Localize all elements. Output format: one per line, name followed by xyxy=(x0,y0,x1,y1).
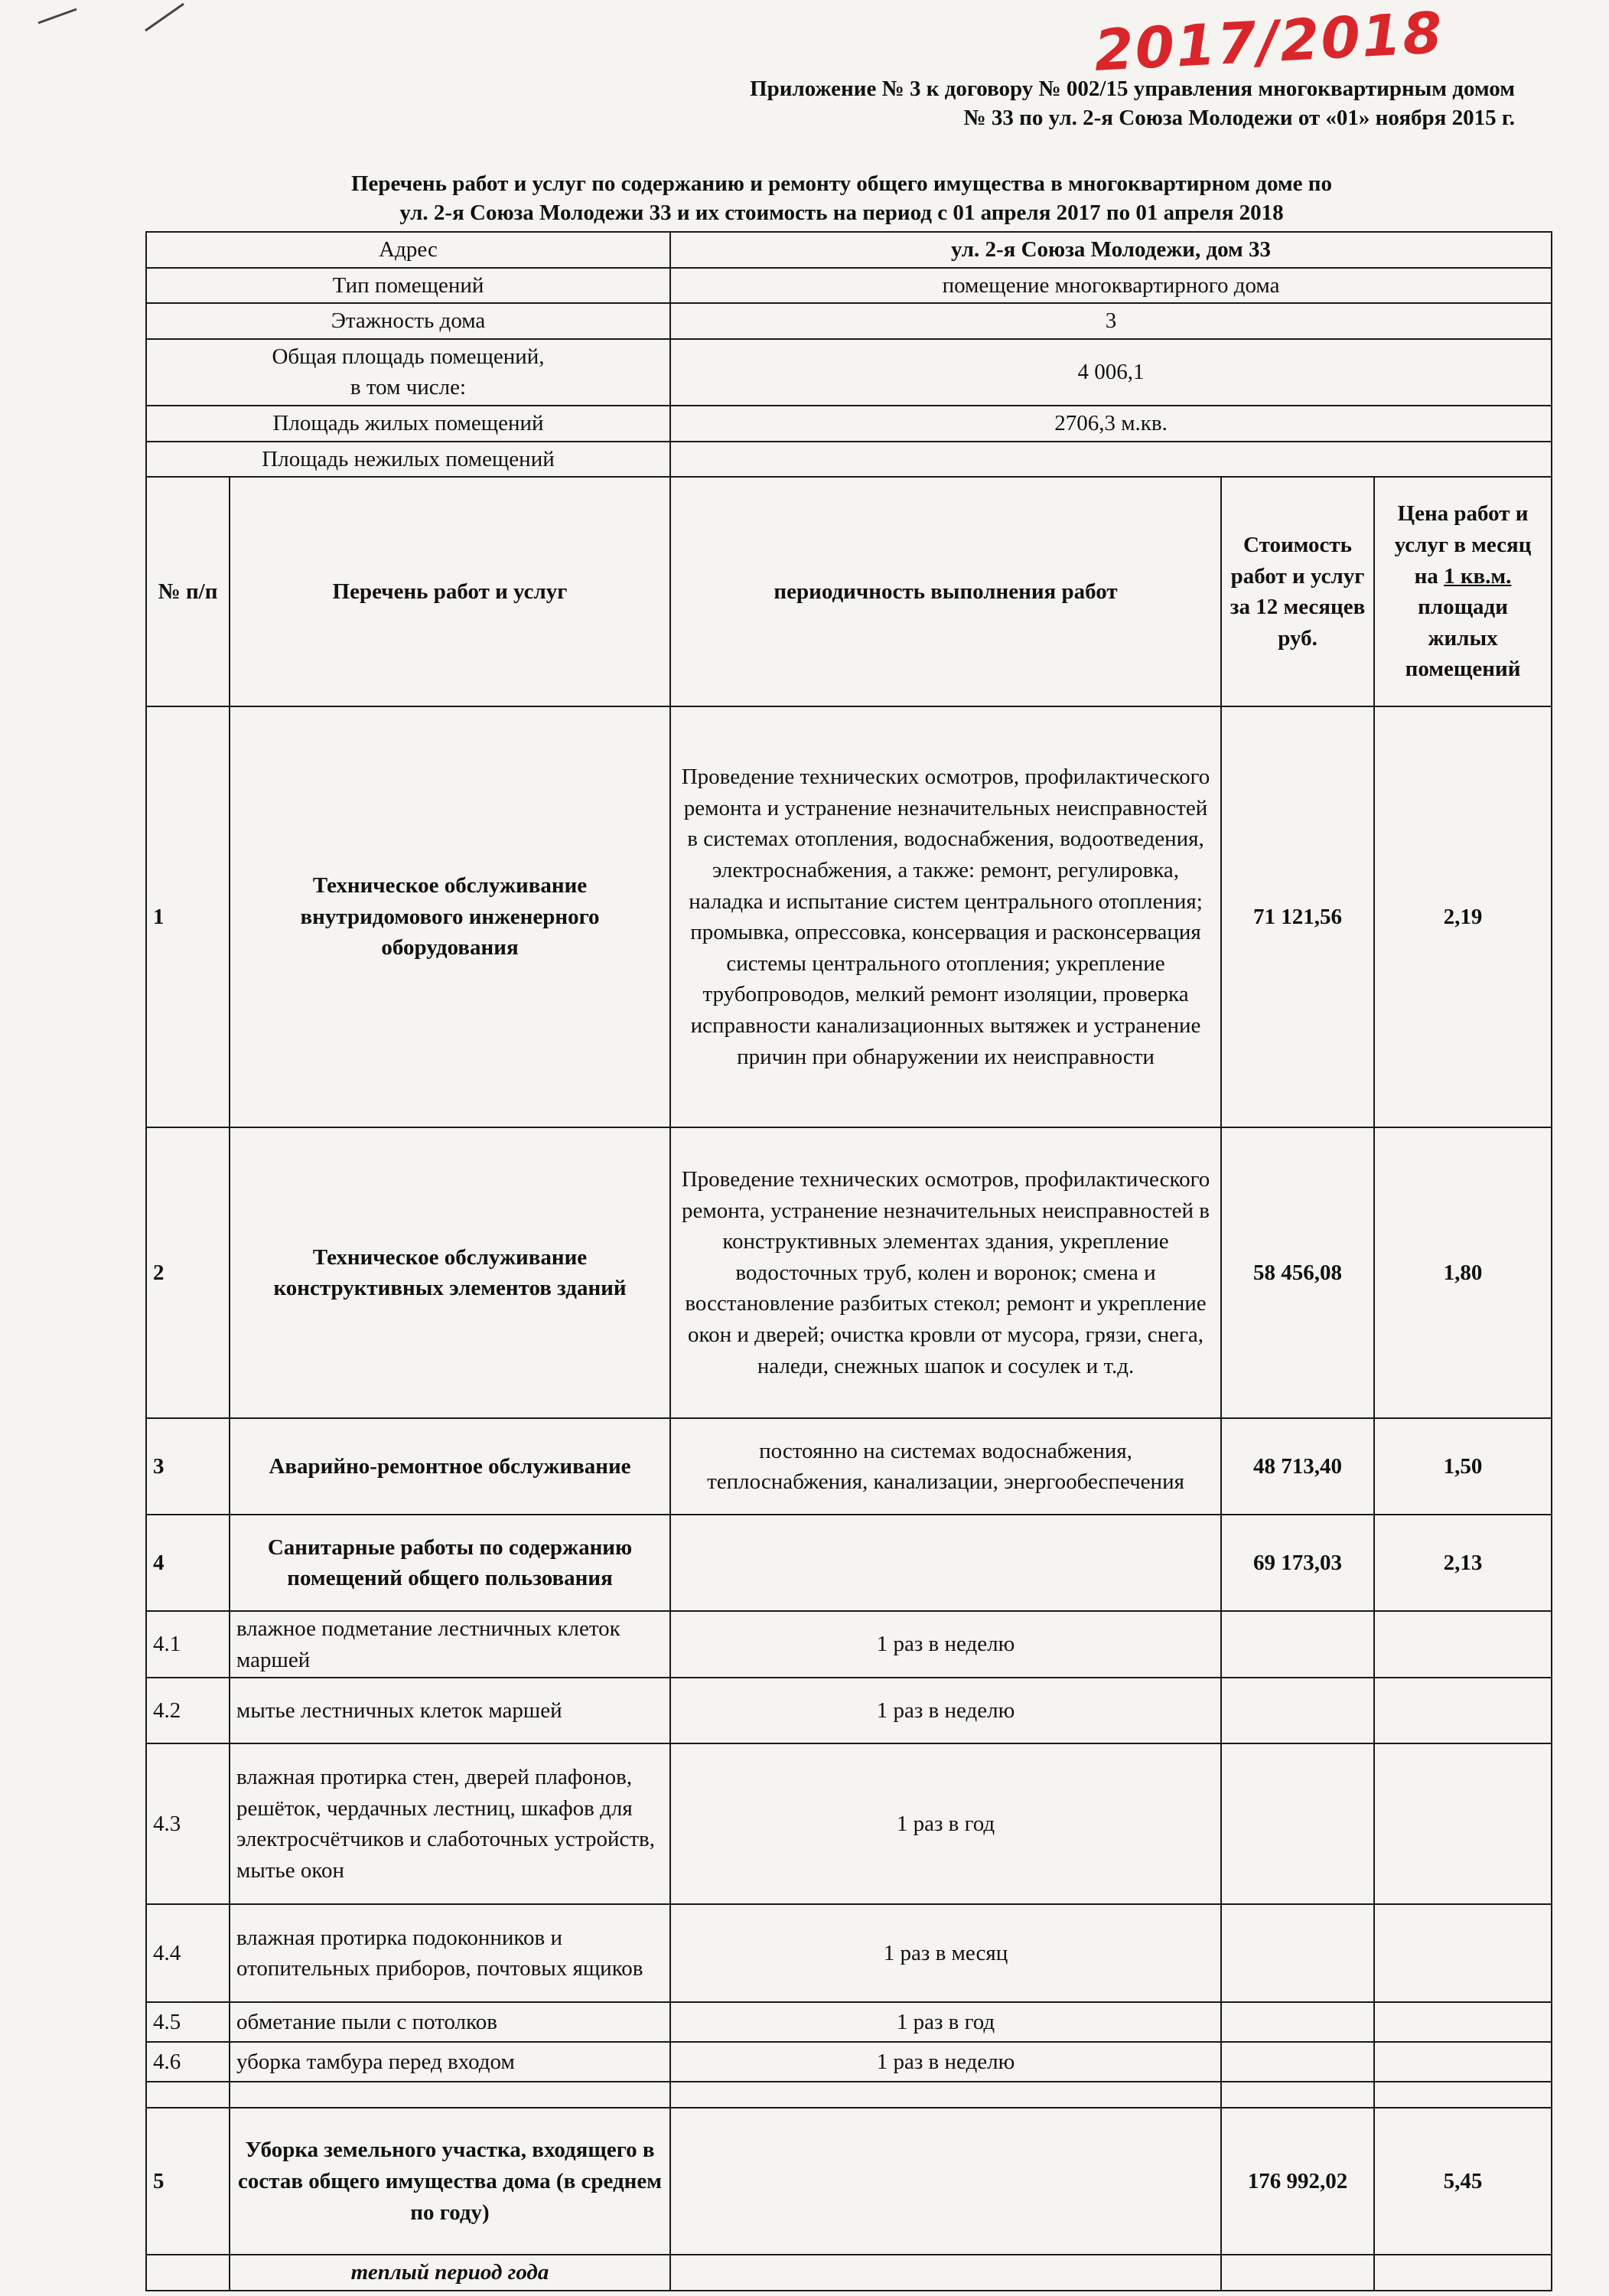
col-header-price-post: площади жилых помещений xyxy=(1405,595,1521,682)
area-label-line-1: Общая площадь помещений, xyxy=(272,344,545,369)
spacer-cell xyxy=(230,2082,670,2108)
pen-scribble-mark xyxy=(31,0,199,46)
col-header-price xyxy=(1374,477,1552,706)
row-cost: 48 713,40 xyxy=(1221,1418,1374,1515)
sub-row-price xyxy=(1374,1904,1552,2002)
row-number: 4 xyxy=(146,1515,230,1611)
floors-value: 3 xyxy=(670,303,1552,339)
sub-row-period: 1 раз в месяц xyxy=(670,1904,1221,2002)
spacer-cell xyxy=(1221,2082,1374,2108)
living-area-value: 2706,3 м.кв. xyxy=(670,406,1552,442)
table-row xyxy=(146,2108,1552,2255)
col-header-period: периодичность выполнения работ xyxy=(670,477,1221,706)
row-number: 3 xyxy=(146,1418,230,1515)
sub-row-cost xyxy=(1221,1904,1374,2002)
info-row-floors xyxy=(146,303,1552,339)
row-work-name: Техническое обслуживание конструктивных элементов зданий xyxy=(230,1127,670,1418)
row-work-name: Техническое обслуживание внутридомового инженерного оборудования xyxy=(230,706,670,1127)
sub-row xyxy=(146,1611,1552,1678)
row-price: 2,19 xyxy=(1374,706,1552,1127)
type-label: Тип помещений xyxy=(146,268,670,304)
info-row-living xyxy=(146,406,1552,442)
table-row xyxy=(146,706,1552,1127)
document-title-line-2: ул. 2-я Союза Молодежи 33 и их стоимость на период с 01 апреля 2017 по 01 апреля 2018 xyxy=(399,201,1284,225)
sub-row-number: 4.4 xyxy=(146,1904,230,2002)
season-row-period xyxy=(670,2255,1221,2291)
sub-row-number: 4.2 xyxy=(146,1678,230,1743)
season-row-number xyxy=(146,2255,230,2291)
table-row xyxy=(146,1418,1552,1515)
floors-label: Этажность дома xyxy=(146,303,670,339)
row-price: 1,50 xyxy=(1374,1418,1552,1515)
row-period: Проведение технических осмотров, профилактического ремонта, устранение незначительных неисправностей в конструктивных элементах здания, укрепление водосточных труб, колен и воронок; смена и восстановление разбитых стекол; ремонт и укрепление окон и дверей; очистка кровли от мусора, грязи, снега, наледи, снежных шапок и сосулек и т.д. xyxy=(670,1127,1221,1418)
row-number: 5 xyxy=(146,2108,230,2255)
row-work-name: Санитарные работы по содержанию помещений общего пользования xyxy=(230,1515,670,1611)
table-row xyxy=(146,1127,1552,1418)
sub-row xyxy=(146,1743,1552,1904)
sub-row-number: 4.6 xyxy=(146,2042,230,2082)
sub-row xyxy=(146,1904,1552,2002)
row-period xyxy=(670,2108,1221,2255)
spacer-cell xyxy=(1374,2082,1552,2108)
appendix-header-line-1: Приложение № 3 к договору № 002/15 управления многоквартирным домом xyxy=(750,77,1515,101)
sub-row-price xyxy=(1374,1743,1552,1904)
col-header-num: № п/п xyxy=(146,477,230,706)
row-period xyxy=(670,1515,1221,1611)
sub-row-work-name: уборка тамбура перед входом xyxy=(230,2042,670,2082)
sub-row xyxy=(146,1678,1552,1743)
address-label: Адрес xyxy=(146,232,670,268)
row-work-name: Уборка земельного участка, входящего в состав общего имущества дома (в среднем по году) xyxy=(230,2108,670,2255)
row-price: 2,13 xyxy=(1374,1515,1552,1611)
document-title-line-1: Перечень работ и услуг по содержанию и ремонту общего имущества в многоквартирном доме по xyxy=(350,171,1333,196)
area-label xyxy=(146,339,670,406)
sub-row-work-name: влажная протирка подоконников и отопительных приборов, почтовых ящиков xyxy=(230,1904,670,2002)
sub-row-work-name: влажное подметание лестничных клеток маршей xyxy=(230,1611,670,1678)
sub-row-number: 4.5 xyxy=(146,2002,230,2042)
col-header-works: Перечень работ и услуг xyxy=(230,477,670,706)
sub-row-work-name: влажная протирка стен, дверей плафонов, решёток, чердачных лестниц, шкафов для электросчётчиков и слаботочных устройств, мытье окон xyxy=(230,1743,670,1904)
sub-row-period: 1 раз в неделю xyxy=(670,2042,1221,2082)
info-row-nonliving xyxy=(146,442,1552,478)
sub-row-period: 1 раз в год xyxy=(670,2002,1221,2042)
info-row-address xyxy=(146,232,1552,268)
address-value: ул. 2-я Союза Молодежи, дом 33 xyxy=(670,232,1552,268)
sub-row-cost xyxy=(1221,1743,1374,1904)
season-warm-label: теплый период года xyxy=(230,2255,670,2291)
sub-row-price xyxy=(1374,1678,1552,1743)
row-cost: 176 992,02 xyxy=(1221,2108,1374,2255)
sub-row-period: 1 раз в год xyxy=(670,1743,1221,1904)
sub-row xyxy=(146,2042,1552,2082)
row-cost: 58 456,08 xyxy=(1221,1127,1374,1418)
season-row-cost xyxy=(1221,2255,1374,2291)
row-period: постоянно на системах водоснабжения, теплоснабжения, канализации, энергообеспечения xyxy=(670,1418,1221,1515)
row-price: 1,80 xyxy=(1374,1127,1552,1418)
nonliving-area-label: Площадь нежилых помещений xyxy=(146,442,670,478)
row-cost: 71 121,56 xyxy=(1221,706,1374,1127)
sub-row-work-name: мытье лестничных клеток маршей xyxy=(230,1678,670,1743)
nonliving-area-value xyxy=(670,442,1552,478)
sub-row-number: 4.3 xyxy=(146,1743,230,1904)
row-number: 2 xyxy=(146,1127,230,1418)
handwritten-year-note: 2017/2018 xyxy=(1093,0,1445,84)
type-value: помещение многоквартирного дома xyxy=(670,268,1552,304)
sub-row-price xyxy=(1374,1611,1552,1678)
spacer-cell xyxy=(146,2082,230,2108)
row-price: 5,45 xyxy=(1374,2108,1552,2255)
sub-row xyxy=(146,2002,1552,2042)
season-row xyxy=(146,2255,1552,2291)
sub-row-cost xyxy=(1221,1678,1374,1743)
spacer-row xyxy=(146,2082,1552,2108)
sub-row-period: 1 раз в неделю xyxy=(670,1611,1221,1678)
area-label-line-2: в том числе: xyxy=(350,375,467,400)
info-row-area xyxy=(146,339,1552,406)
sub-row-cost xyxy=(1221,2042,1374,2082)
sub-row-period: 1 раз в неделю xyxy=(670,1678,1221,1743)
sub-row-number: 4.1 xyxy=(146,1611,230,1678)
sub-row-price xyxy=(1374,2002,1552,2042)
area-value: 4 006,1 xyxy=(670,339,1552,406)
row-number: 1 xyxy=(146,706,230,1127)
appendix-header-line-2: № 33 по ул. 2-я Союза Молодежи от «01» ноября 2015 г. xyxy=(963,106,1515,130)
season-row-price xyxy=(1374,2255,1552,2291)
col-header-cost: Стоимость работ и услуг за 12 месяцев руб. xyxy=(1221,477,1374,706)
services-table xyxy=(145,231,1552,2291)
sub-row-price xyxy=(1374,2042,1552,2082)
spacer-cell xyxy=(670,2082,1221,2108)
living-area-label: Площадь жилых помещений xyxy=(146,406,670,442)
table-row xyxy=(146,1515,1552,1611)
row-work-name: Аварийно-ремонтное обслуживание xyxy=(230,1418,670,1515)
col-header-price-pre: Цена работ и услуг в месяц на xyxy=(1394,501,1532,589)
sub-row-cost xyxy=(1221,2002,1374,2042)
sub-row-cost xyxy=(1221,1611,1374,1678)
sub-row-work-name: обметание пыли с потолков xyxy=(230,2002,670,2042)
col-header-price-unit: 1 кв.м. xyxy=(1444,563,1512,589)
row-period: Проведение технических осмотров, профилактического ремонта и устранение незначительных неисправностей в системах отопления, водоснабжения, водоотведения, электроснабжения, а также: ремонт, регулировка, наладка и испытание систем центрального отопления; промывка, опрессовка, консервация и расконсервация системы центрального отопления; укрепление трубопроводов, мелкий ремонт изоляции, проверка исправности канализационных вытяжек и устранение причин при обнаружении их неисправности xyxy=(670,706,1221,1127)
row-cost: 69 173,03 xyxy=(1221,1515,1374,1611)
info-row-type xyxy=(146,268,1552,304)
column-header-row xyxy=(146,477,1552,706)
